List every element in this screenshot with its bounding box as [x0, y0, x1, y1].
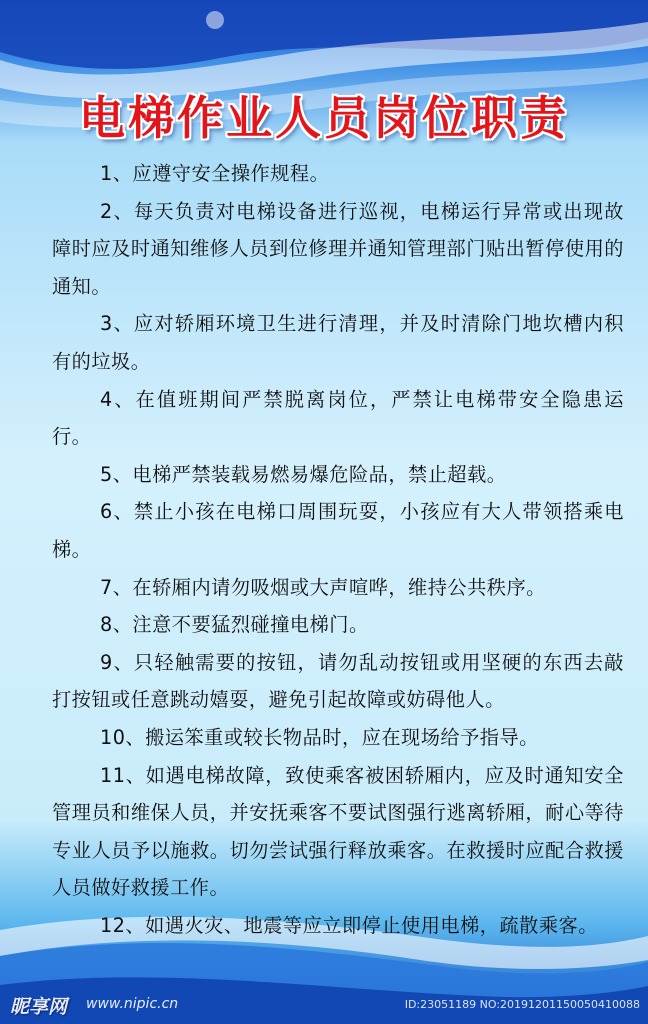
watermark-id: ID:23051189 NO:20191201150050410088	[404, 998, 640, 1011]
rule-item: 12、如遇火灾、地震等应立即停止使用电梯，疏散乘客。	[100, 913, 598, 937]
rules-list	[52, 155, 624, 944]
watermark-url: www.nipic.cn	[86, 996, 179, 1012]
poster-title: 电梯作业人员岗位职责	[79, 91, 569, 145]
rule-item: 5、电梯严禁装载易燃易爆危险品，禁止超载。	[100, 462, 507, 486]
rule-item: 3、应对轿厢环境卫生进行清理，并及时清除门地坎槽内积有的垃圾。	[52, 312, 624, 373]
rule-item: 9、只轻触需要的按钮，请勿乱动按钮或用坚硬的东西去敲打按钮或任意跳动嬉耍，避免引起故障或妨碍他人。	[52, 650, 624, 712]
rule-item: 4、在值班期间严禁脱离岗位，严禁让电梯带安全隐患运行。	[52, 387, 624, 449]
watermark-logo: 昵享网	[10, 996, 68, 1018]
rule-item: 2、每天负责对电梯设备进行巡视，电梯运行异常或出现故障时应及时通知维修人员到位修理并通知管理部门贴出暂停使用的通知。	[52, 199, 624, 298]
rule-item: 1、应遵守安全操作规程。	[100, 162, 330, 185]
rule-item: 7、在轿厢内请勿吸烟或大声喧哗，维持公共秩序。	[100, 575, 546, 599]
rule-item: 6、禁止小孩在电梯口周围玩耍，小孩应有大人带领搭乘电梯。	[52, 500, 624, 561]
rule-item: 10、搬运笨重或较长物品时，应在现场给予指导。	[100, 725, 539, 749]
rule-item: 8、注意不要猛烈碰撞电梯门。	[100, 613, 369, 637]
rule-item: 11、如遇电梯故障，致使乘客被困轿厢内，应及时通知安全管理员和维保人员，并安抚乘客不要试图强行逃离轿厢，耐心等待专业人员予以施救。切勿尝试强行释放乘客。在救援时应配合救援人员做好救援工作。	[52, 763, 624, 900]
light-flare	[206, 11, 224, 29]
